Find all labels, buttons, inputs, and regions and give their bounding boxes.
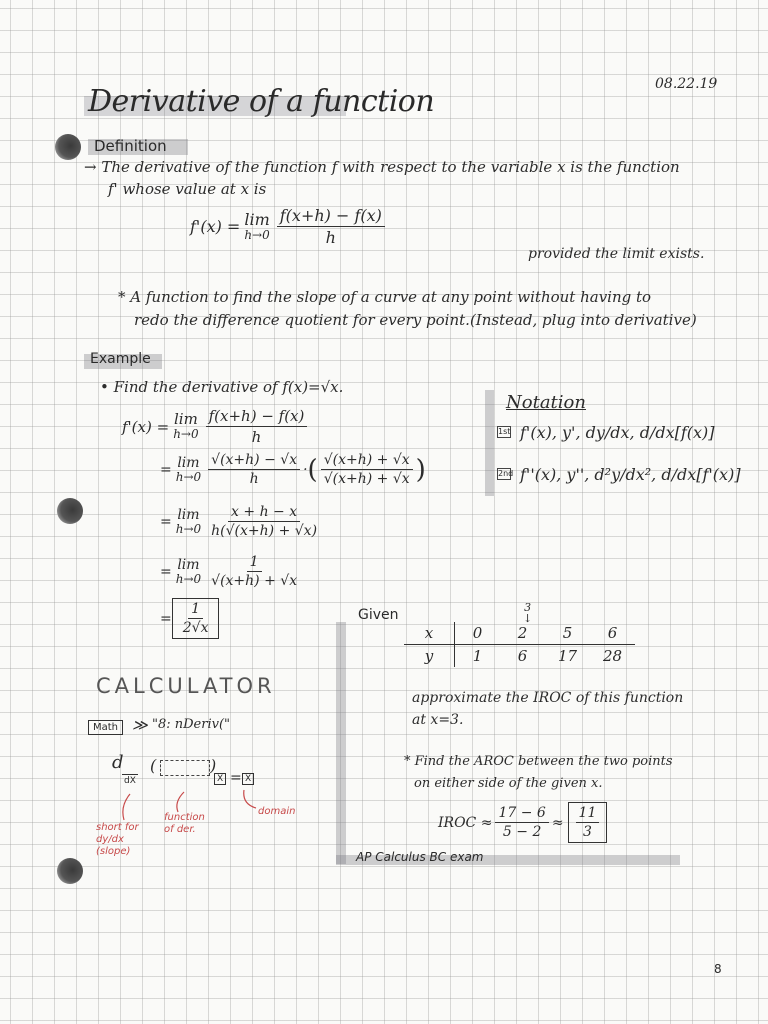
notation-first-label: 1st — [498, 427, 511, 436]
lim-word: lim — [173, 410, 198, 429]
example-step-2 — [160, 452, 426, 487]
given-marker — [523, 602, 532, 624]
table-cell: 6 — [590, 622, 635, 645]
iroc-result-denominator: 3 — [583, 824, 592, 840]
table-cell: 6 — [517, 647, 528, 665]
hint-line-1: * Find the AROC between the two points — [404, 754, 673, 769]
table-cell: 28 — [602, 647, 623, 665]
arrow-function — [177, 792, 184, 812]
step1-lhs: f'(x) = — [122, 417, 170, 436]
binder-hole-middle — [57, 498, 83, 524]
given-tape-left — [336, 622, 346, 864]
step4-numerator: 1 — [247, 554, 262, 572]
annotation-short-for: short for dy/dx (slope) — [96, 822, 139, 857]
step1-fraction — [206, 407, 308, 446]
step3-denominator: h(√(x+h) + √x) — [211, 523, 318, 539]
task-line-2: at x=3. — [412, 712, 464, 728]
iroc-result-fraction — [576, 805, 600, 840]
arrow-domain — [244, 790, 256, 808]
notation-tape — [485, 390, 494, 496]
calc-dx: dX — [124, 776, 136, 786]
step1-numerator: f(x+h) − f(x) — [206, 407, 308, 427]
date: 08.22.19 — [655, 76, 718, 92]
lim-sub: h→0 — [175, 571, 202, 586]
answer-numerator: 1 — [188, 601, 203, 619]
note-line-1: * A function to find the slope of a curve at any point without having to — [118, 288, 652, 306]
step3-numerator: x + h − x — [228, 504, 300, 522]
calc-x-var: X — [214, 773, 226, 785]
iroc-fraction — [495, 805, 548, 840]
iroc-label: IROC ≈ — [438, 814, 493, 831]
lim-word: lim — [177, 454, 200, 471]
given-label: Given — [358, 607, 399, 623]
annotation-function: function of der. — [164, 812, 205, 835]
paren-close: ) — [415, 454, 426, 485]
step4-fraction — [208, 554, 300, 589]
derivative-formula — [190, 206, 388, 247]
calc-equals: = — [230, 770, 242, 786]
step2-fraction — [208, 452, 300, 487]
step1-denominator: h — [251, 428, 262, 446]
conjugate-numerator: √(x+h) + √x — [321, 452, 413, 470]
lim-word: lim — [244, 209, 270, 229]
function-placeholder — [160, 760, 210, 776]
step4-denominator: √(x+h) + √x — [211, 573, 298, 589]
task-line-1: approximate the IROC of this function — [412, 690, 684, 706]
calc-d: d — [112, 752, 124, 773]
formula-numerator: f(x+h) − f(x) — [277, 206, 385, 227]
calc-open-paren: ( — [150, 756, 157, 775]
example-prompt: • Find the derivative of f(x)=√x. — [100, 378, 344, 396]
calc-close-paren: ) — [210, 756, 217, 775]
formula-limit — [244, 209, 270, 242]
table-cell: 1 — [472, 647, 483, 665]
iroc-calculation — [438, 802, 607, 843]
iroc-result-box — [568, 802, 608, 843]
given-footer: AP Calculus BC exam — [356, 850, 484, 864]
answer-denominator: 2√x — [182, 620, 209, 636]
lim-word: lim — [177, 506, 200, 523]
lim-sub: h→0 — [244, 227, 270, 242]
conjugate-denominator: √(x+h) + √x — [323, 471, 410, 487]
notation-second-derivative: f''(x), y'', d²y/dx², d/dx[f'(x)] — [520, 465, 741, 484]
table-header-y: y — [404, 645, 455, 668]
step2-limit — [176, 456, 201, 483]
lim-sub: h→0 — [175, 521, 202, 536]
example-answer — [160, 598, 219, 639]
notation-heading: Notation — [506, 392, 586, 413]
table-cell: 17 — [557, 647, 578, 665]
conjugate-fraction — [321, 452, 413, 487]
lim-word: lim — [177, 556, 200, 573]
table-cell: 2 — [500, 622, 545, 645]
formula-denominator: h — [325, 228, 336, 247]
example-heading: Example — [90, 351, 151, 367]
arrow-short-for — [123, 794, 130, 820]
step2-denominator: h — [249, 471, 259, 487]
answer-fraction — [180, 601, 212, 636]
iroc-result-numerator: 11 — [576, 805, 600, 823]
formula-lhs: f'(x) = — [190, 217, 241, 236]
marker-value: 3 — [524, 601, 532, 614]
menu-item: "8: nDeriv(" — [152, 717, 231, 732]
step4-limit — [176, 558, 201, 585]
limit-proviso: provided the limit exists. — [528, 246, 705, 262]
example-step-4 — [160, 554, 303, 589]
page-title: Derivative of a function — [88, 84, 435, 119]
definition-line-1: → The derivative of the function f with respect to the variable x is the function — [84, 158, 680, 176]
paren-open: ( — [307, 454, 318, 485]
hint-line-2: on either side of the given x. — [414, 776, 603, 791]
iroc-denominator: 5 − 2 — [502, 824, 542, 840]
menu-arrow: ≫ — [132, 716, 148, 734]
binder-hole-bottom — [57, 858, 83, 884]
example-step-3 — [160, 504, 323, 539]
step3-equals: = — [160, 513, 172, 530]
page-number: 8 — [714, 962, 722, 976]
given-table — [404, 622, 635, 667]
step4-equals: = — [160, 563, 172, 580]
table-cell: 5 — [545, 622, 590, 645]
answer-box — [172, 598, 220, 639]
calculator-heading: CALCULATOR — [96, 674, 276, 698]
step3-fraction — [208, 504, 320, 539]
table-row-y — [404, 645, 635, 668]
iroc-approx: ≈ — [551, 814, 564, 831]
table-row-x — [404, 622, 635, 645]
step2-dot: · — [303, 461, 308, 478]
math-key: Math — [88, 720, 123, 735]
definition-line-2: f' whose value at x is — [108, 180, 267, 198]
example-step-1 — [122, 407, 310, 446]
binder-hole-top — [55, 134, 81, 160]
notation-first-derivative: f'(x), y', dy/dx, d/dx[f(x)] — [520, 423, 715, 442]
marker-arrow: ↓ — [523, 612, 533, 625]
lim-sub: h→0 — [175, 469, 202, 484]
iroc-numerator: 17 − 6 — [495, 805, 548, 823]
step3-limit — [176, 508, 201, 535]
step2-equals: = — [160, 461, 172, 478]
table-header-x: x — [404, 622, 455, 645]
step1-limit — [173, 412, 198, 440]
table-cell: 0 — [455, 622, 501, 645]
definition-heading: Definition — [94, 137, 167, 155]
formula-fraction — [277, 206, 385, 247]
lim-sub: h→0 — [173, 427, 199, 442]
annotation-domain: domain — [258, 806, 296, 817]
calc-x-value: X — [242, 773, 254, 785]
step2-numerator: √(x+h) − √x — [208, 452, 300, 470]
answer-equals: = — [160, 610, 172, 627]
notation-second-label: 2nd — [498, 469, 514, 478]
note-line-2: redo the difference quotient for every point.(Instead, plug into derivative) — [134, 311, 697, 329]
